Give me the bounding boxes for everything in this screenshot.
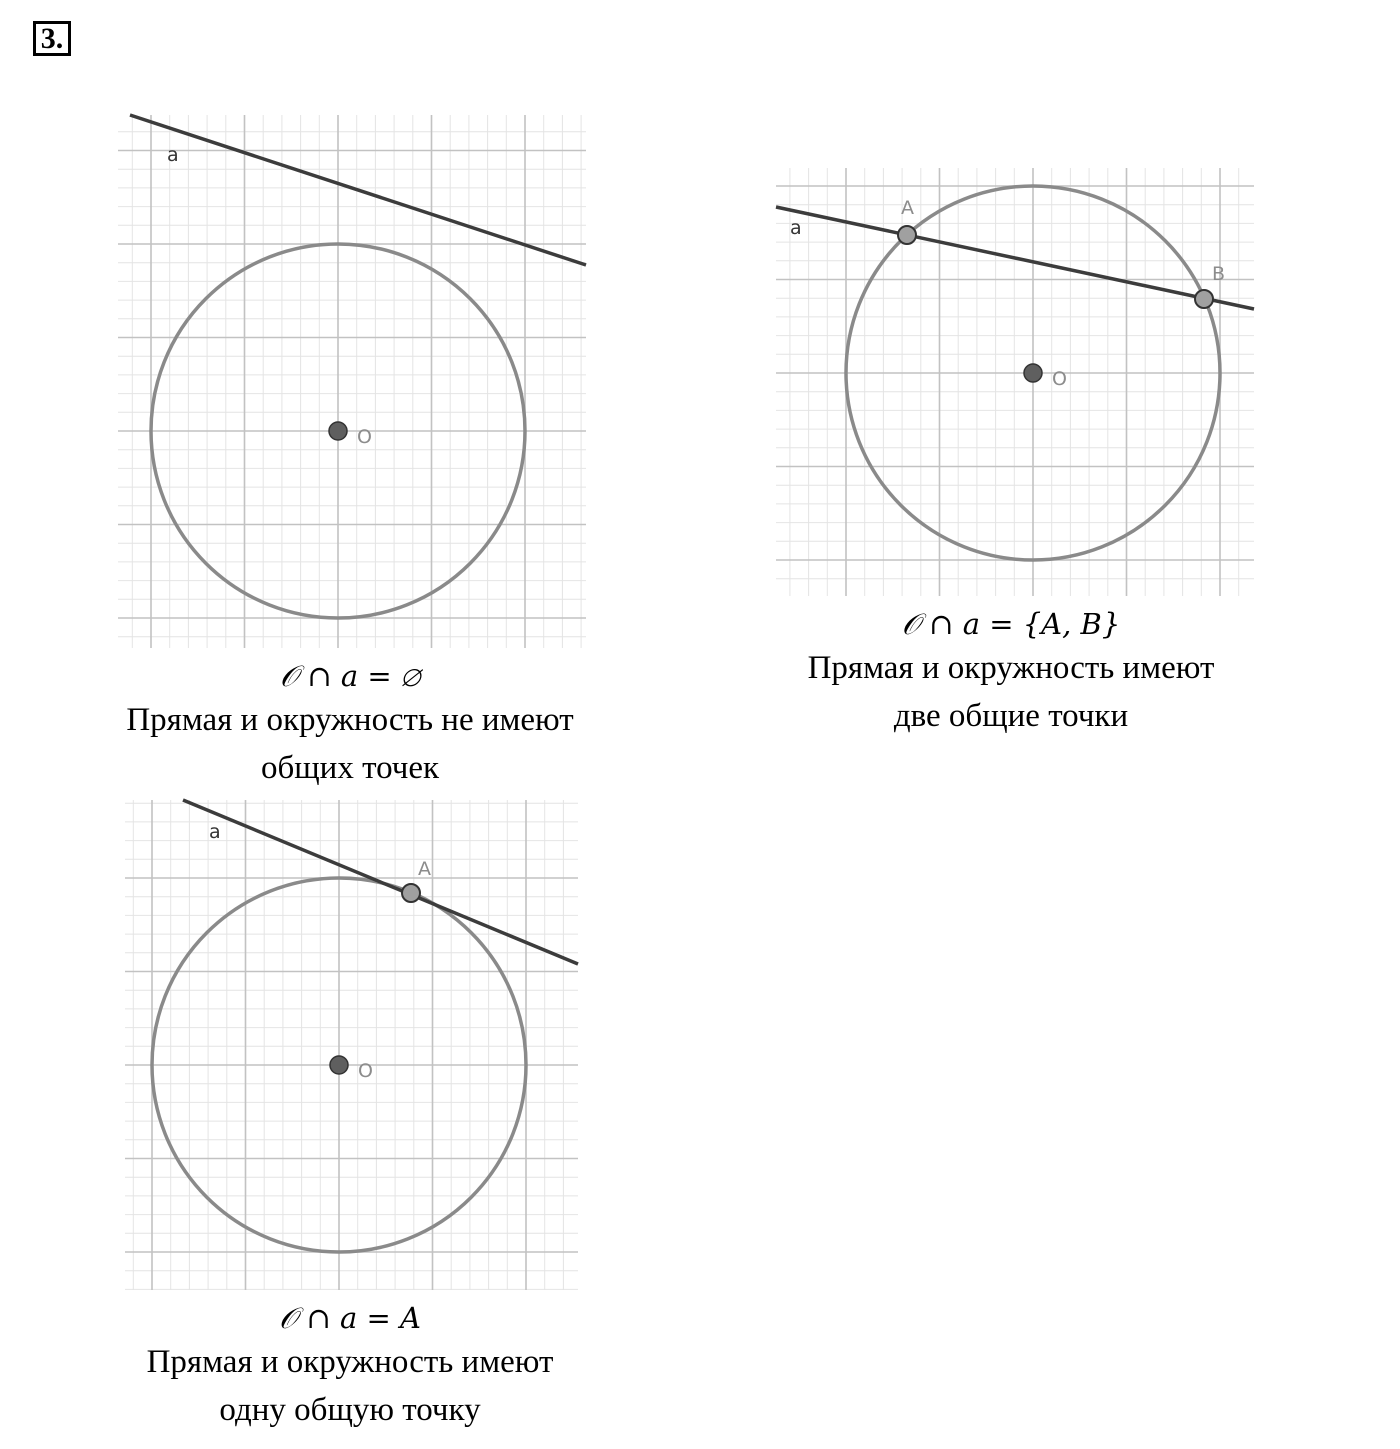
center-point-o bbox=[1024, 364, 1042, 382]
point-label-a: A bbox=[901, 197, 914, 219]
line-label-a: a bbox=[209, 821, 221, 843]
description-line-1: Прямая и окружность имеют bbox=[807, 650, 1215, 686]
diagram-svg bbox=[776, 168, 1254, 596]
line-a bbox=[130, 115, 586, 265]
diagram-svg bbox=[118, 115, 586, 648]
grid bbox=[118, 115, 586, 648]
caption-no-intersection bbox=[90, 656, 610, 792]
formula: 𝒪 ∩ a = A bbox=[279, 1301, 421, 1335]
caption-one-point bbox=[90, 1298, 610, 1434]
line-a bbox=[183, 800, 578, 964]
tangent-point-a bbox=[402, 884, 420, 902]
description-line-2: общих точек bbox=[260, 750, 440, 786]
description-line-2: одну общую точку bbox=[219, 1392, 481, 1428]
diagram-one-point bbox=[125, 800, 578, 1290]
intersection-point-a bbox=[898, 226, 916, 244]
diagram-two-points bbox=[776, 168, 1254, 596]
diagram-no-intersection bbox=[118, 115, 586, 648]
intersection-point-b bbox=[1195, 290, 1213, 308]
caption-two-points bbox=[751, 604, 1271, 740]
formula: 𝒪 ∩ a = ∅ bbox=[279, 659, 421, 693]
grid bbox=[125, 800, 578, 1290]
center-label-o: O bbox=[358, 1060, 373, 1082]
description-line-1: Прямая и окружность не имеют bbox=[126, 702, 574, 738]
line-label-a: a bbox=[167, 144, 179, 166]
line-label-a: a bbox=[790, 217, 802, 239]
center-label-o: O bbox=[357, 426, 372, 448]
formula: 𝒪 ∩ a = {A, B} bbox=[901, 607, 1121, 641]
center-point-o bbox=[330, 1056, 348, 1074]
center-label-o: O bbox=[1052, 368, 1067, 390]
point-label-b: B bbox=[1212, 263, 1226, 285]
diagram-svg bbox=[125, 800, 578, 1290]
description-line-1: Прямая и окружность имеют bbox=[146, 1344, 554, 1380]
point-label-a: A bbox=[418, 858, 431, 880]
description-line-2: две общие точки bbox=[893, 698, 1129, 734]
center-point-o bbox=[329, 422, 347, 440]
task-number: 3. bbox=[33, 21, 71, 56]
